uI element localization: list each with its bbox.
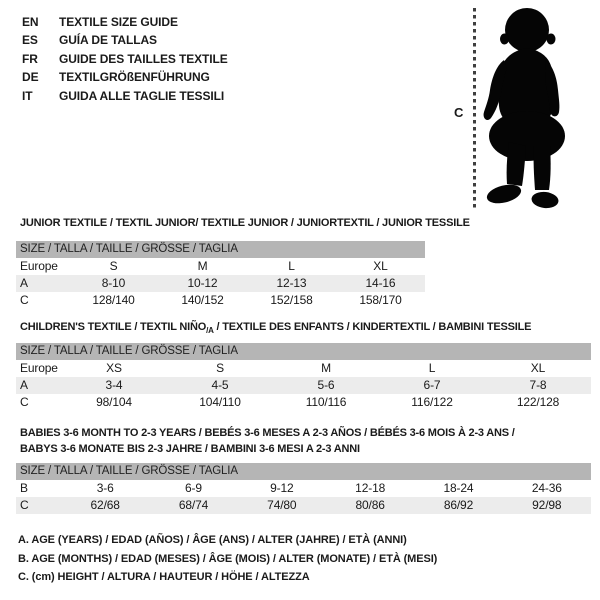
table-row <box>16 275 425 292</box>
row-label: C <box>20 498 29 512</box>
height-cell: 116/122 <box>411 395 453 409</box>
row-label: B <box>20 481 28 495</box>
junior-table-title: JUNIOR TEXTILE / TEXTIL JUNIOR/ TEXTILE JUNIOR / JUNIORTEXTIL / JUNIOR TESSILE <box>20 217 470 229</box>
lang-code: EN <box>22 15 39 29</box>
age-cell: 4-5 <box>211 378 229 392</box>
height-cell: 110/116 <box>305 395 347 409</box>
age-cell: 3-6 <box>96 481 114 495</box>
age-cell: 18-24 <box>443 481 474 495</box>
row-label: A <box>20 378 28 392</box>
size-header-band: SIZE / TALLA / TAILLE / GRÖSSE / TAGLIA <box>16 343 591 360</box>
legend-row-de <box>22 70 228 88</box>
size-cell: XL <box>373 259 388 273</box>
table-row <box>16 258 425 275</box>
age-cell: 24-36 <box>531 481 562 495</box>
height-measure-label: C <box>454 105 464 120</box>
size-header-band: SIZE / TALLA / TAILLE / GRÖSSE / TAGLIA <box>16 241 425 258</box>
toddler-silhouette-image <box>482 6 578 212</box>
title-part: / TEXTILE DES ENFANTS / KINDERTEXTIL / BAMBINI TESSILE <box>213 321 532 333</box>
row-label: C <box>20 395 29 409</box>
row-label: Europe <box>20 361 58 375</box>
size-cell: S <box>109 259 118 273</box>
row-label: C <box>20 293 29 307</box>
table-row <box>16 360 591 377</box>
age-cell: 12-13 <box>276 276 307 290</box>
children-table-title <box>20 321 531 335</box>
title-line-1: BABIES 3-6 MONTH TO 2-3 YEARS / BEBÉS 3-6 MESES A 2-3 AÑOS / BÉBÉS 3-6 MOIS À 2-3 ANS / <box>20 427 515 439</box>
note-height-cm: C. (cm) HEIGHT / ALTURA / HAUTEUR / HÖHE / ALTEZZA <box>18 571 310 584</box>
legend-row-fr <box>22 52 228 70</box>
legend-notes <box>18 534 437 590</box>
age-cell: 12-18 <box>355 481 386 495</box>
children-size-table <box>16 343 591 411</box>
note-age-months: B. AGE (MONTHS) / EDAD (MESES) / ÂGE (MOIS) / ALTER (MONATE) / ETÀ (MESI) <box>18 552 438 565</box>
size-cell: XS <box>106 361 122 375</box>
table-row <box>16 480 591 497</box>
age-cell: 8-10 <box>101 276 126 290</box>
lang-code: FR <box>22 51 38 66</box>
babies-table-title <box>20 425 515 457</box>
lang-label: TEXTILGRÖßENFÜHRUNG <box>59 70 210 85</box>
height-cell: 98/104 <box>96 395 132 409</box>
table-row <box>16 394 591 411</box>
row-label: A <box>20 276 28 290</box>
lang-code: IT <box>22 88 33 103</box>
height-cell: 80/86 <box>355 498 385 512</box>
title-line-2: BABYS 3-6 MONATE BIS 2-3 JAHRE / BAMBINI 3-6 MESI A 2-3 ANNI <box>20 443 360 455</box>
size-cell: XL <box>530 361 546 375</box>
height-cell: 104/110 <box>199 395 241 409</box>
lang-code: DE <box>22 70 39 85</box>
table-row <box>16 497 591 514</box>
lang-label: GUIDA ALLE TAGLIE TESSILI <box>59 88 225 103</box>
height-cell: 122/128 <box>516 395 560 409</box>
height-cell: 92/98 <box>532 498 562 512</box>
age-cell: 3-4 <box>105 378 123 392</box>
height-cell: 68/74 <box>178 498 209 512</box>
height-cell: 128/140 <box>92 293 135 307</box>
table-row <box>16 377 591 394</box>
legend-row-en <box>22 15 228 33</box>
size-cell: M <box>321 361 331 375</box>
lang-label: GUÍA DE TALLAS <box>59 33 157 48</box>
height-cell: 152/158 <box>270 293 313 307</box>
size-header-band: SIZE / TALLA / TAILLE / GRÖSSE / TAGLIA <box>16 463 591 480</box>
age-cell: 5-6 <box>317 378 335 392</box>
title-part: CHILDREN'S TEXTILE / TEXTIL NIÑO <box>20 321 207 333</box>
height-cell: 74/80 <box>267 498 297 512</box>
age-cell: 14-16 <box>365 276 396 290</box>
babies-size-table <box>16 463 591 514</box>
size-cell: L <box>288 259 295 273</box>
legend-row-it <box>22 89 228 107</box>
height-cell: 158/170 <box>359 293 402 307</box>
age-cell: 6-7 <box>423 378 441 392</box>
legend-row-es <box>22 33 228 51</box>
junior-size-table <box>16 241 425 309</box>
language-legend <box>22 15 228 107</box>
age-cell: 6-9 <box>185 481 202 495</box>
size-cell: L <box>428 361 436 375</box>
title-subscript: /A <box>206 326 214 336</box>
height-cell: 86/92 <box>443 498 474 512</box>
size-cell: M <box>197 259 208 273</box>
height-cell: 140/152 <box>181 293 224 307</box>
table-row <box>16 292 425 309</box>
lang-code: ES <box>22 33 38 48</box>
height-cell: 62/68 <box>90 498 120 512</box>
lang-label: GUIDE DES TAILLES TEXTILE <box>59 51 228 66</box>
row-label: Europe <box>20 259 58 273</box>
note-age-years: A. AGE (YEARS) / EDAD (AÑOS) / ÂGE (ANS) / ALTER (JAHRE) / ETÀ (ANNI) <box>18 534 407 546</box>
age-cell: 7-8 <box>529 378 547 392</box>
height-measure-dashed-line <box>473 8 476 210</box>
size-cell: S <box>216 361 224 375</box>
age-cell: 10-12 <box>187 276 218 290</box>
age-cell: 9-12 <box>270 481 294 495</box>
lang-label: TEXTILE SIZE GUIDE <box>59 15 178 29</box>
